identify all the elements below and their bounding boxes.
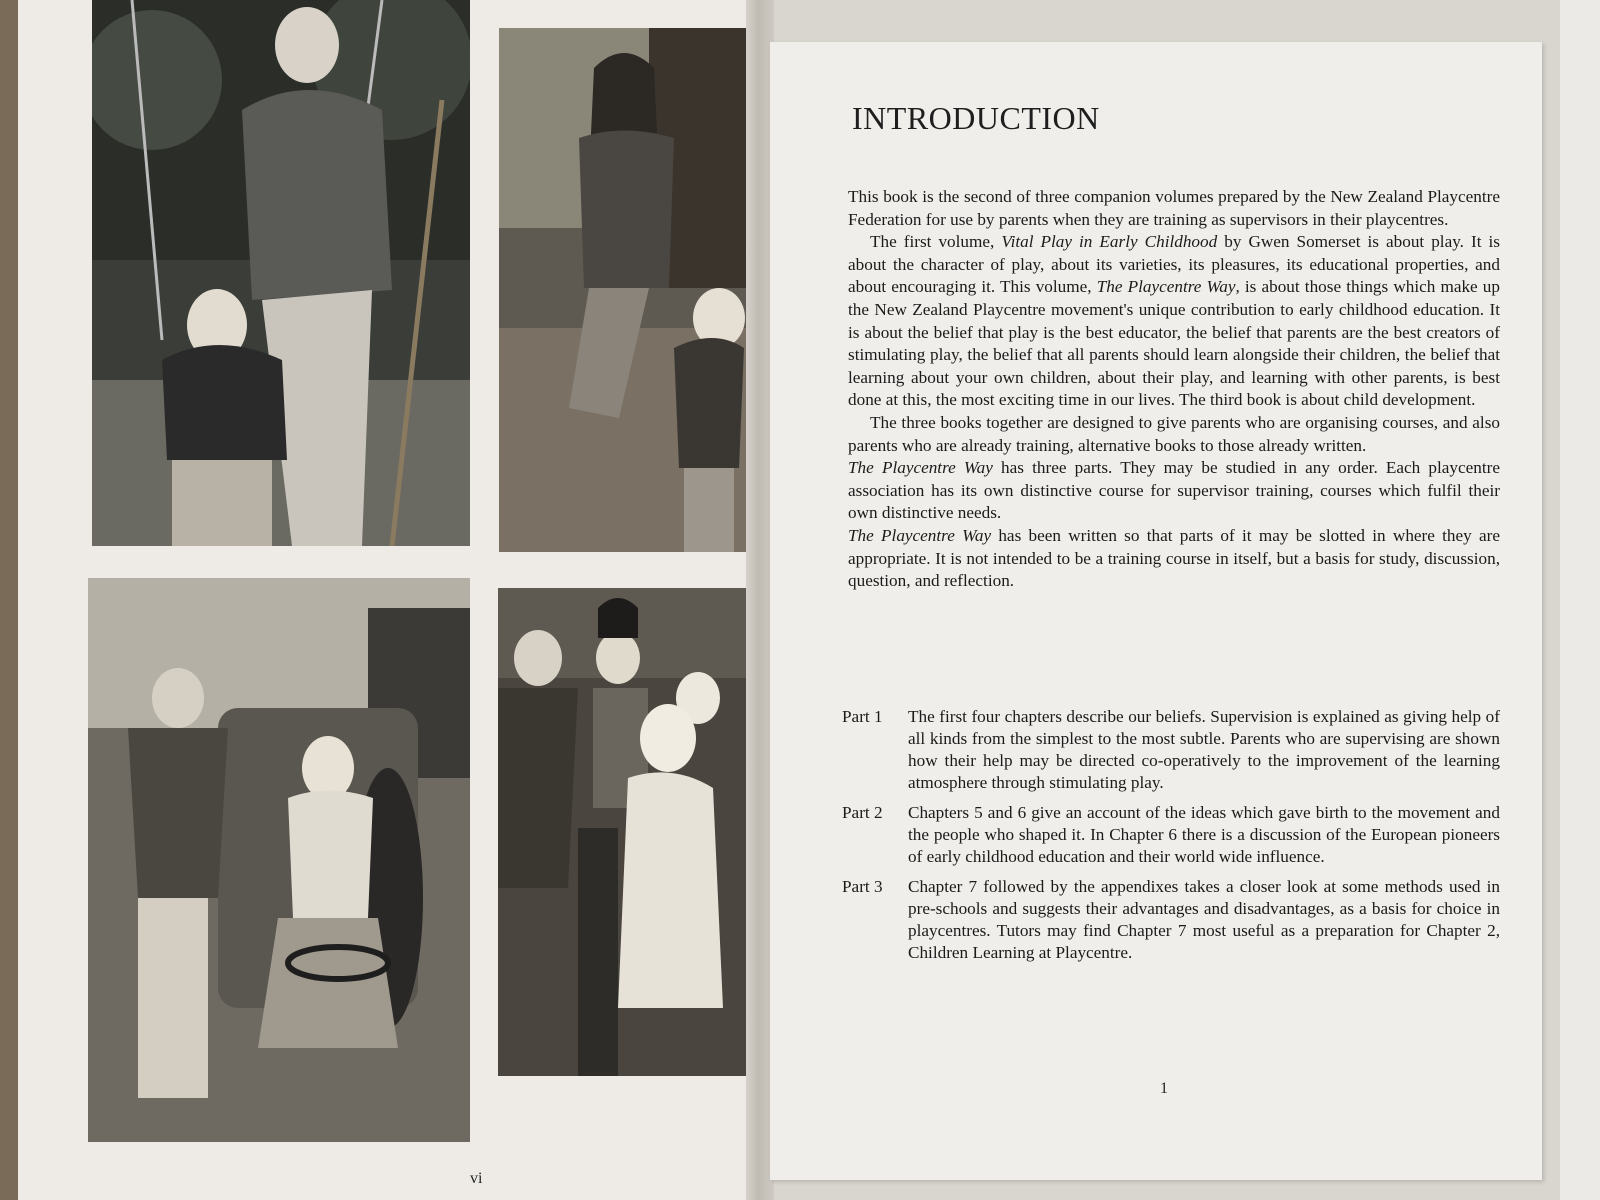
paragraph-2-text-b: by Gwen Somerset is about play. It is about the character of play, about its varieties, its pleasures, its educational properties, and about encouraging it. This volume, <box>848 232 1500 297</box>
part-item <box>842 876 1500 964</box>
part-item <box>842 802 1500 868</box>
page-title: INTRODUCTION <box>852 100 1100 136</box>
paragraph-2-text-c: , is about those things which make up the New Zealand Playcentre movement's unique contribution to early childhood education. It is about the belief that play is the best educator, the belief that parents are the best creators of stimulating play, the belief that all parents should learn alongside their children, the belief that learning about your own children, about their play, and learning with other parents, is best done at this, the most exciting time in our lives. The third book is about child development. <box>848 277 1500 410</box>
part-label: Part 2 <box>842 803 883 822</box>
book-title-playcentre-way: The Playcentre Way <box>1096 277 1236 297</box>
page-number-right: 1 <box>1160 1080 1168 1097</box>
paragraph-5-text: has been written so that parts of it may be slotted in where they are appropriate. It is not intended to be a training course in itself, but a basis for study, discussion, question, and reflection. <box>848 525 1500 591</box>
part-description: Chapters 5 and 6 give an account of the ideas which gave birth to the movement and the people who shaped it. In Chapter 6 there is a discussion of the European pioneers of early childhood education and their world wide influence. <box>908 803 1500 866</box>
page-number-left: vi <box>470 1170 483 1187</box>
paragraph-1: This book is the second of three companion volumes prepared by the New Zealand Playcentre Federation for use by parents when they are training as supervisors in their playcentres. <box>848 187 1500 229</box>
part-description: Chapter 7 followed by the appendixes takes a closer look at some methods used in pre-schools and suggests their advantages and disadvantages, as a basis for choice in playcentres. Tutors may find Chapter 7 most useful as a preparation for Chapter 2, Children Learning at Playcentre. <box>908 877 1500 962</box>
paragraph-4-text: has three parts. They may be studied in any order. Each playcentre association has its own distinctive course for supervisor training, courses which fulfil their own distinctive needs. <box>848 458 1500 523</box>
part-item <box>842 706 1500 794</box>
photo-children-dressing-up <box>498 588 748 1076</box>
part-label: Part 1 <box>842 707 883 726</box>
paragraph-2-text-a: The first volume, <box>870 232 1002 252</box>
photo-grandfather-child-swing <box>92 0 470 546</box>
book-title-playcentre-way: The Playcentre Way <box>848 525 992 545</box>
introduction-body <box>848 186 1500 593</box>
book-title-playcentre-way: The Playcentre Way <box>848 458 993 478</box>
paragraph-5 <box>848 525 1500 593</box>
part-description: The first four chapters describe our beliefs. Supervision is explained as giving help of all kinds from the simplest to the most subtle. Parents who are supervising are shown how their help may be directed co-operatively to the improvement of the learning atmosphere through stimulating play. <box>908 707 1500 792</box>
parts-list <box>842 706 1500 972</box>
photo-mother-toddler-sandpit <box>499 28 756 552</box>
paragraph-4 <box>848 457 1500 525</box>
paragraph-2 <box>848 231 1500 412</box>
paragraph-3: The three books together are designed to give parents who are organising courses, and also parents who are already training, alternative books to those already written. <box>848 412 1500 455</box>
photo-woman-on-tractor <box>88 578 470 1142</box>
book-title-vital-play: Vital Play in Early Childhood <box>1001 232 1218 252</box>
left-page <box>18 0 766 1200</box>
part-label: Part 3 <box>842 877 883 896</box>
background-surface <box>1560 0 1600 1200</box>
